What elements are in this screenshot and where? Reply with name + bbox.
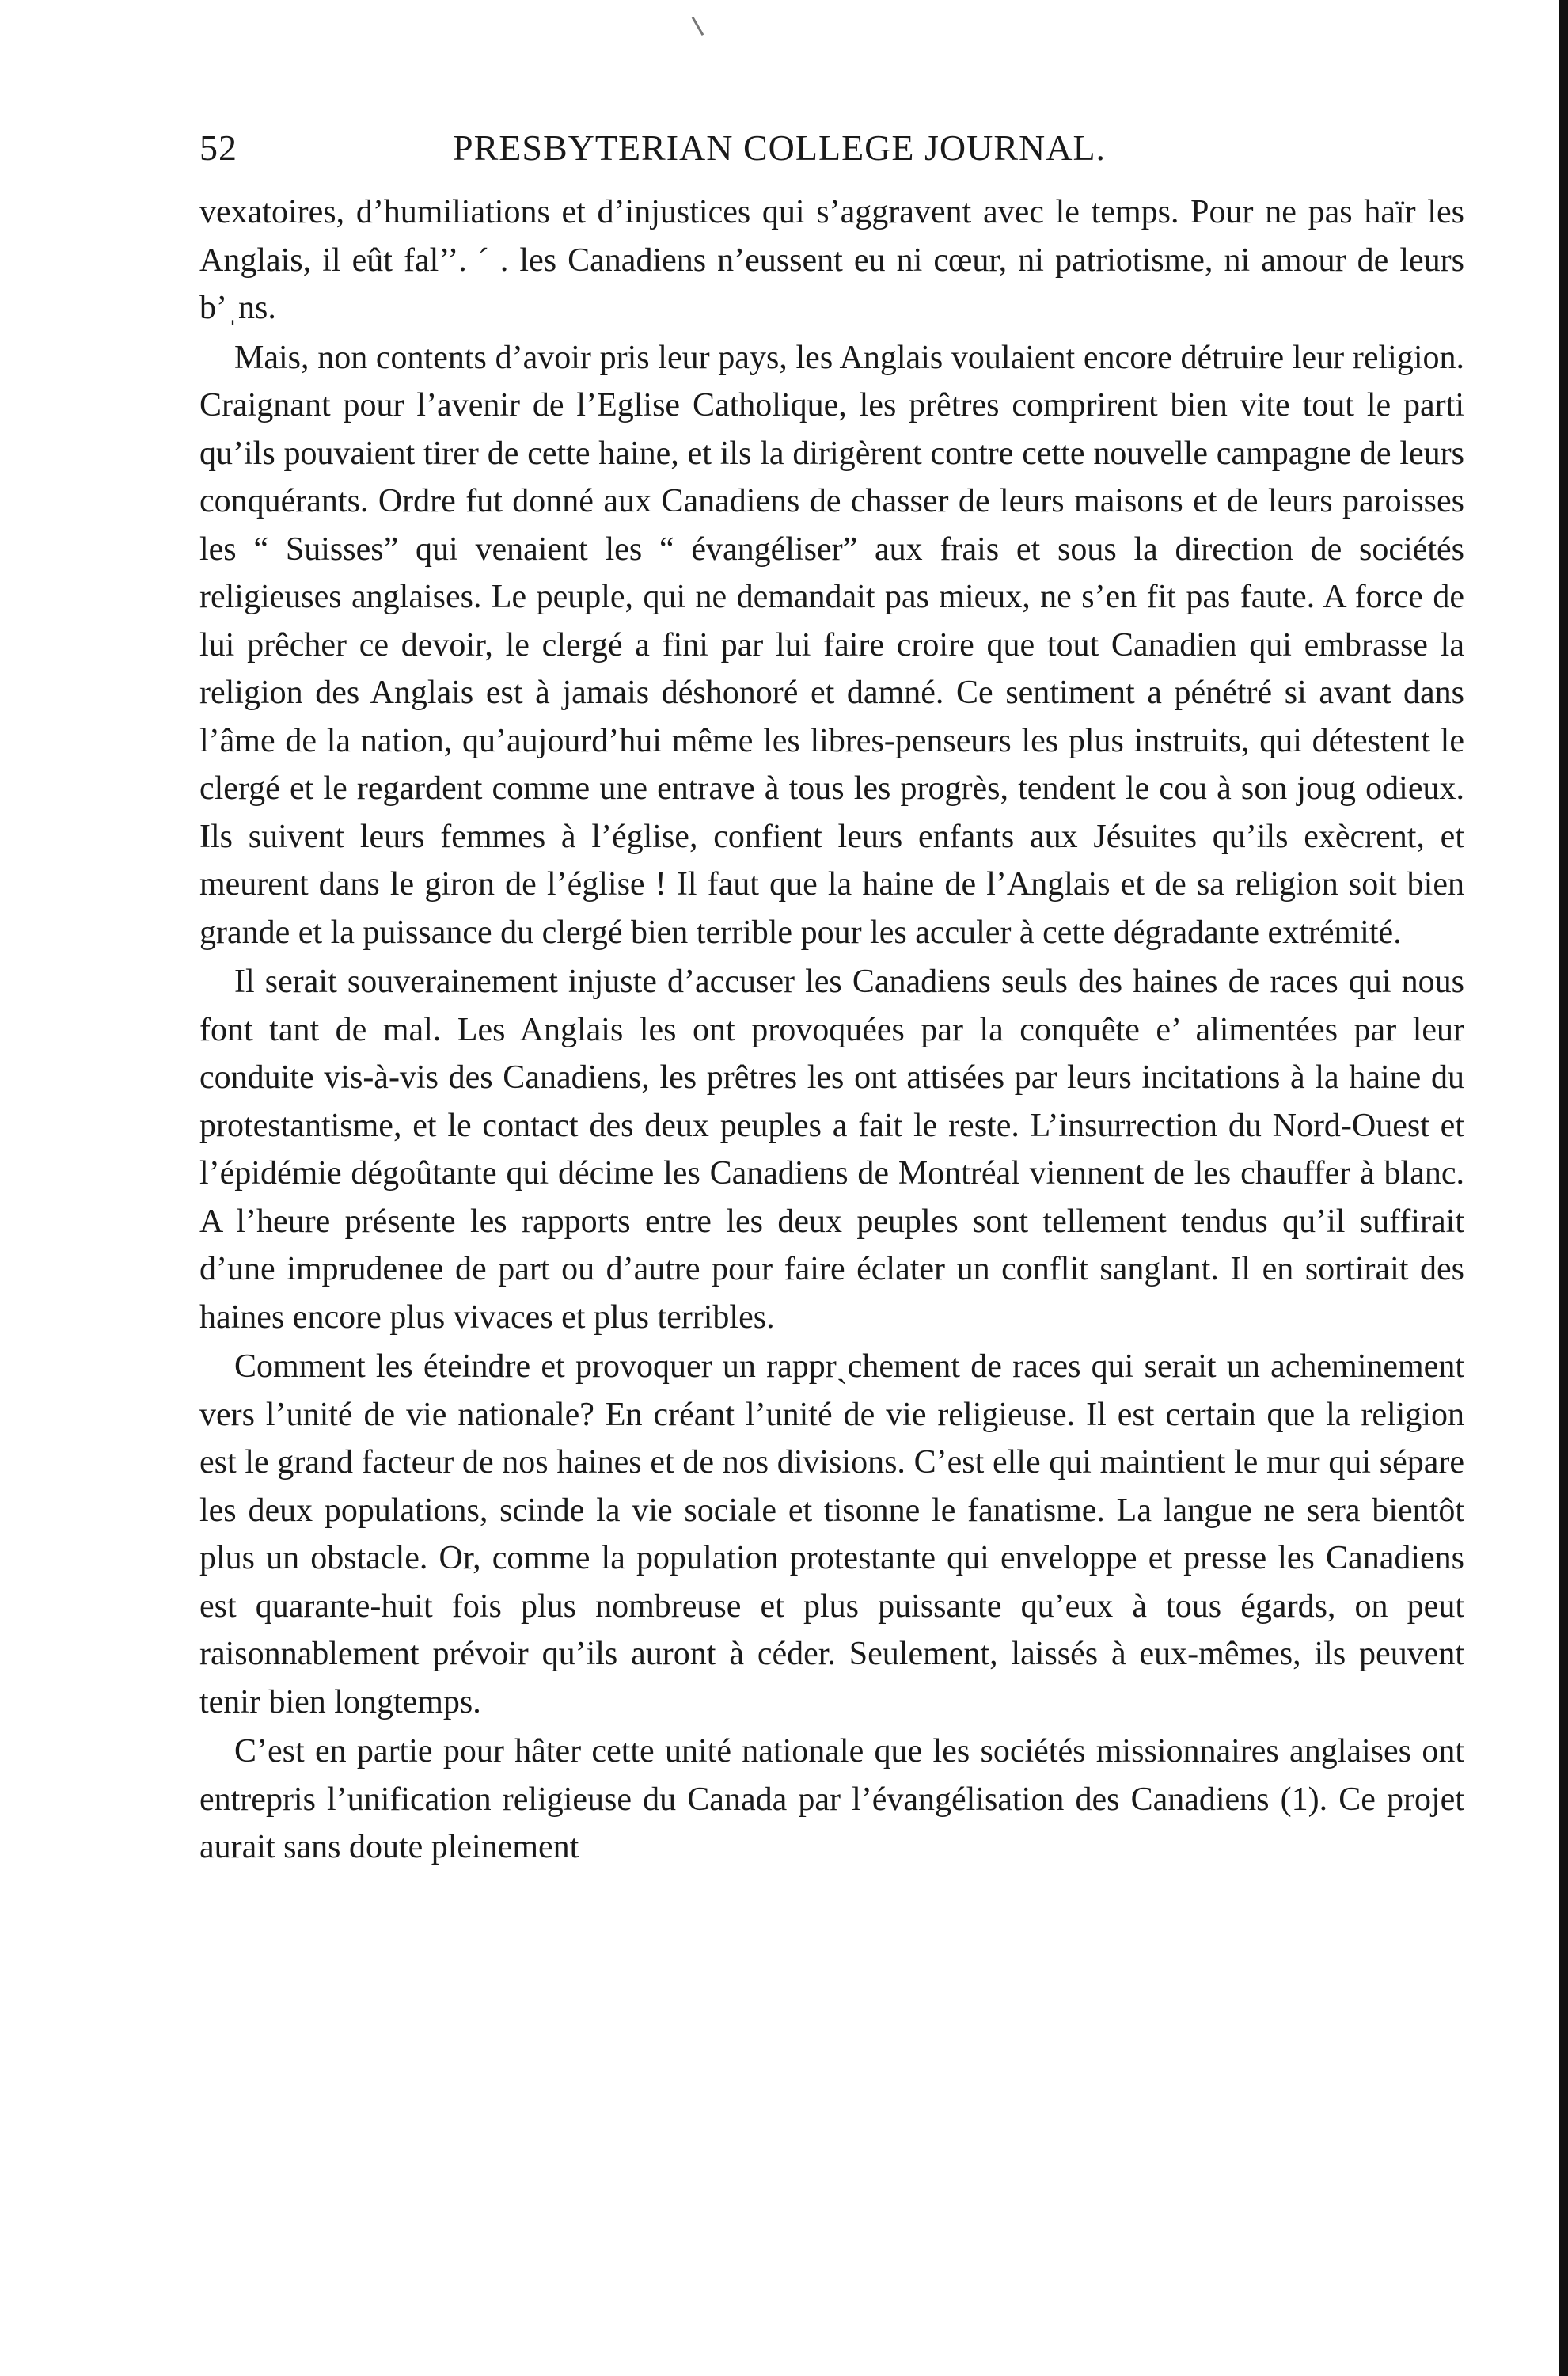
paragraph: Mais, non contents d’avoir pris leur pays, les Anglais voulaient encore détruire leur religion. Craignant pour l’avenir de l’Eglise Catholique, les prêtres comprirent bien vite tout le parti qu’ils pouvaient tirer de cette haine, et ils la dirigèrent contre cette nouvelle campagne de leurs conquérants. Ordre fut donné aux Canadiens de chasser de leurs maisons et de leurs paroisses les “ Suisses” qui venaient les “ évangéliser” aux frais et sous la direction de sociétés religieuses anglaises. Le peuple, qui ne demandait pas mieux, ne s’en fit pas faute. A force de lui prêcher ce devoir, le clergé a fini par lui faire croire que tout Canadien qui embrasse la religion des Anglais est à jamais déshonoré et damné. Ce sentiment a pénétré si avant dans l’âme de la nation, qu’aujourd’hui même les libres-penseurs les plus instruits, qui détestent le clergé et le regardent comme une entrave à tous les progrès, tendent le cou à son joug odieux. Ils suivent leurs femmes à l’église, confient leurs enfants aux Jésuites qu’ils exècrent, et meurent dans le giron de l’église ! Il faut que la haine de l’Anglais et de sa religion soit bien grande et la puissance du clergé bien terrible pour les acculer à cette dégradante extrémité. xyxy=(199,339,1464,951)
body-text xyxy=(199,188,1464,1872)
page-edge-shadow xyxy=(1559,0,1568,2376)
paragraph: C’est en partie pour hâter cette unité nationale que les sociétés missionnaires anglaises ont entrepris l’unification religieuse du Canada par l’évangélisation des Canadiens (1). Ce projet aurait sans doute pleinement xyxy=(199,1733,1464,1865)
journal-title: PRESBYTERIAN COLLEGE JOURNAL. xyxy=(453,127,1107,168)
page-number: 52 xyxy=(199,127,237,168)
page xyxy=(199,127,1464,1873)
paragraph: Comment les éteindre et provoquer un rapprˏchement de races qui serait un acheminement vers l’unité de vie nationale? En créant l’unité de vie religieuse. Il est certain que la religion est le grand facteur de nos haines et de nos divisions. C’est elle qui maintient le mur qui sépare les deux populations, scinde la vie sociale et tisonne le fanatisme. La langue ne sera bientôt plus un obstacle. Or, comme la population protestante qui enveloppe et presse les Canadiens est quarante-huit fois plus nombreuse et plus puissante qu’eux à tous égards, on peut raisonnablement prévoir qu’ils auront à céder. Seulement, laissés à eux-mêmes, ils peuvent tenir bien longtemps. xyxy=(199,1348,1464,1720)
scan-speck xyxy=(692,17,704,36)
paragraph-continued: vexatoires, d’humiliations et d’injustices qui s’aggravent avec le temps. Pour ne pas haïr les Anglais, il eût fal’’. ´ . les Canadiens n’eussent eu ni cœur, ni patriotisme, ni amour de leurs b’ˌns. xyxy=(199,194,1464,326)
running-head xyxy=(199,127,1464,184)
paragraph: Il serait souverainement injuste d’accuser les Canadiens seuls des haines de races qui nous font tant de mal. Les Anglais les ont provoquées par la conquête e’ alimentées par leur conduite vis-à-vis des Canadiens, les prêtres les ont attisées par leurs incitations à la haine du protestantisme, et le contact des deux peuples a fait le reste. L’insurrection du Nord-Ouest et l’épidémie dégoûtante qui décime les Canadiens de Montréal viennent de les chauffer à blanc. A l’heure présente les rapports entre les deux peuples sont tellement tendus qu’il suffirait d’une imprudenee de part ou d’autre pour faire éclater un conflit sanglant. Il en sortirait des haines encore plus vivaces et plus terribles. xyxy=(199,964,1464,1336)
